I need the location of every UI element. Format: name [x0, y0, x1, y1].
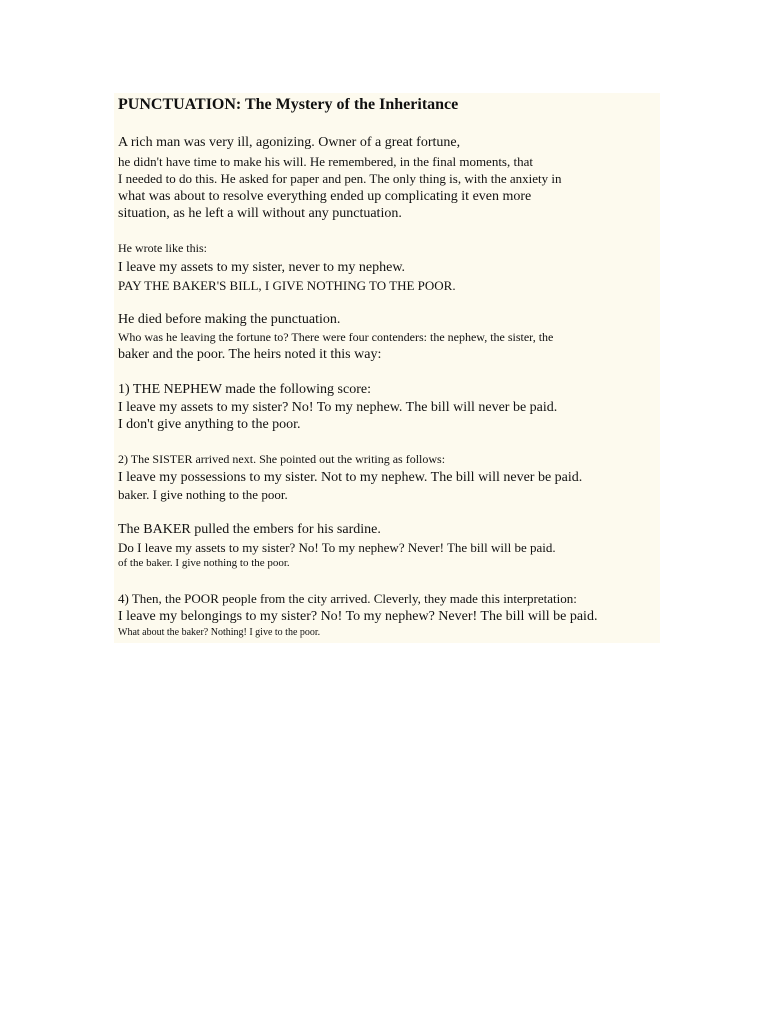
baker-line-1: Do I leave my assets to my sister? No! To my nephew? Never! The bill will be paid. [118, 540, 556, 555]
will-text-line-1: I leave my assets to my sister, never to my nephew. [118, 260, 406, 275]
sister-line-2: baker. I give nothing to the poor. [118, 487, 288, 502]
intro-line-3: I needed to do this. He asked for paper and pen. The only thing is, with the anxiety in [118, 171, 562, 186]
death-line-2: Who was he leaving the fortune to? There were four contenders: the nephew, the sister, the [118, 330, 554, 344]
nephew-heading: 1) THE NEPHEW made the following score: [118, 382, 371, 397]
death-line-1: He died before making the punctuation. [118, 312, 341, 327]
poor-line-1: I leave my belongings to my sister? No! To my nephew? Never! The bill will be paid. [118, 609, 598, 624]
intro-line-1: A rich man was very ill, agonizing. Owner of a great fortune, [118, 135, 461, 150]
nephew-line-2: I don't give anything to the poor. [118, 417, 301, 432]
sister-heading: 2) The SISTER arrived next. She pointed out the writing as follows: [118, 452, 446, 466]
intro-line-5: situation, as he left a will without any punctuation. [118, 206, 402, 221]
document-title: PUNCTUATION: The Mystery of the Inheritance [118, 96, 459, 113]
death-line-3: baker and the poor. The heirs noted it this way: [118, 347, 382, 362]
will-text-line-2: PAY THE BAKER'S BILL, I GIVE NOTHING TO THE POOR. [118, 278, 456, 293]
baker-heading: The BAKER pulled the embers for his sardine. [118, 522, 381, 537]
poor-heading: 4) Then, the POOR people from the city arrived. Cleverly, they made this interpretation: [118, 591, 577, 606]
intro-line-2: he didn't have time to make his will. He remembered, in the final moments, that [118, 154, 533, 169]
sister-line-1: I leave my possessions to my sister. Not to my nephew. The bill will never be paid. [118, 470, 583, 485]
baker-line-2: of the baker. I give nothing to the poor. [118, 557, 290, 569]
poor-line-2: What about the baker? Nothing! I give to the poor. [118, 627, 321, 638]
intro-line-4: what was about to resolve everything ended up complicating it even more [118, 189, 532, 204]
will-intro-line: He wrote like this: [118, 241, 207, 255]
nephew-line-1: I leave my assets to my sister? No! To my nephew. The bill will never be paid. [118, 400, 558, 415]
